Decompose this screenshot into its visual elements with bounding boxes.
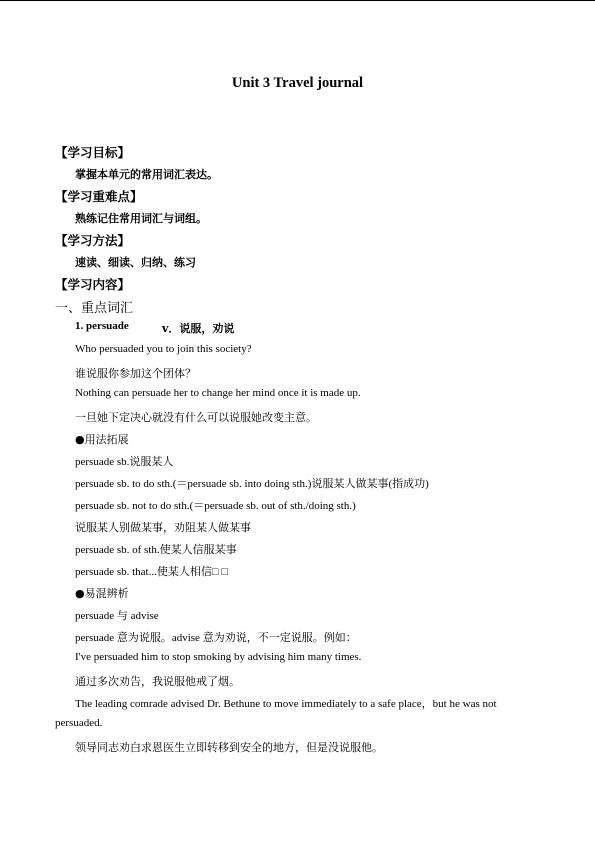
- usage-line: persuade sb. not to do sth.(＝persuade sb. out of sth./doing sth.): [75, 500, 356, 512]
- key-points-heading: 【学习重难点】: [55, 189, 143, 204]
- content-heading: 【学习内容】: [55, 277, 131, 292]
- example-zh: 领导同志劝白求恩医生立即转移到安全的地方，但是没说服他。: [75, 741, 383, 754]
- part1-heading: 一、重点词汇: [55, 301, 134, 316]
- usage-line: persuade sb.说服某人: [75, 456, 174, 468]
- method-heading: 【学习方法】: [55, 233, 131, 248]
- page-title: Unit 3 Travel journal: [231, 75, 364, 91]
- usage-subheading: ●用法拓展: [75, 433, 129, 446]
- confusion-subheading: ●易混辨析: [75, 587, 129, 600]
- example-en: Nothing can persuade her to change her mind once it is made up.: [75, 387, 361, 399]
- usage-line: persuade sb. to do sth.(＝persuade sb. into doing sth.)说服某人做某事(指成功): [75, 478, 429, 490]
- example-zh: 谁说服你参加这个团体？: [75, 367, 196, 380]
- headword-meaning: v．说服，劝说: [162, 322, 235, 335]
- example-zh: 通过多次劝告，我说服他戒了烟。: [75, 675, 240, 688]
- usage-line: persuade sb. that...使某人相信□ □: [75, 566, 228, 578]
- top-rule: [0, 0, 595, 1]
- goal-heading: 【学习目标】: [55, 145, 131, 160]
- example-en: The leading comrade advised Dr. Bethune to move immediately to a safe place，but he was not: [75, 698, 497, 710]
- comparison-line: persuade 意为说服。advise 意为劝说，不一定说服。例如：: [75, 632, 357, 644]
- example-zh: 一旦她下定决心就没有什么可以说服她改变主意。: [75, 411, 317, 424]
- goal-text: 掌握本单元的常用词汇表达。: [75, 168, 218, 181]
- method-text: 速读、细读、归纳、练习: [75, 256, 196, 269]
- comparison-line: persuade 与 advise: [75, 610, 159, 622]
- example-en: Who persuaded you to join this society?: [75, 343, 252, 355]
- key-points-text: 熟练记住常用词汇与词组。: [75, 212, 207, 225]
- usage-line: 说服某人别做某事，劝阻某人做某事: [75, 521, 251, 534]
- example-en-continued: persuaded.: [55, 717, 103, 729]
- usage-line: persuade sb. of sth.使某人信服某事: [75, 544, 237, 556]
- headword: 1. persuade: [75, 320, 129, 332]
- example-en: I've persuaded him to stop smoking by advising him many times.: [75, 651, 362, 663]
